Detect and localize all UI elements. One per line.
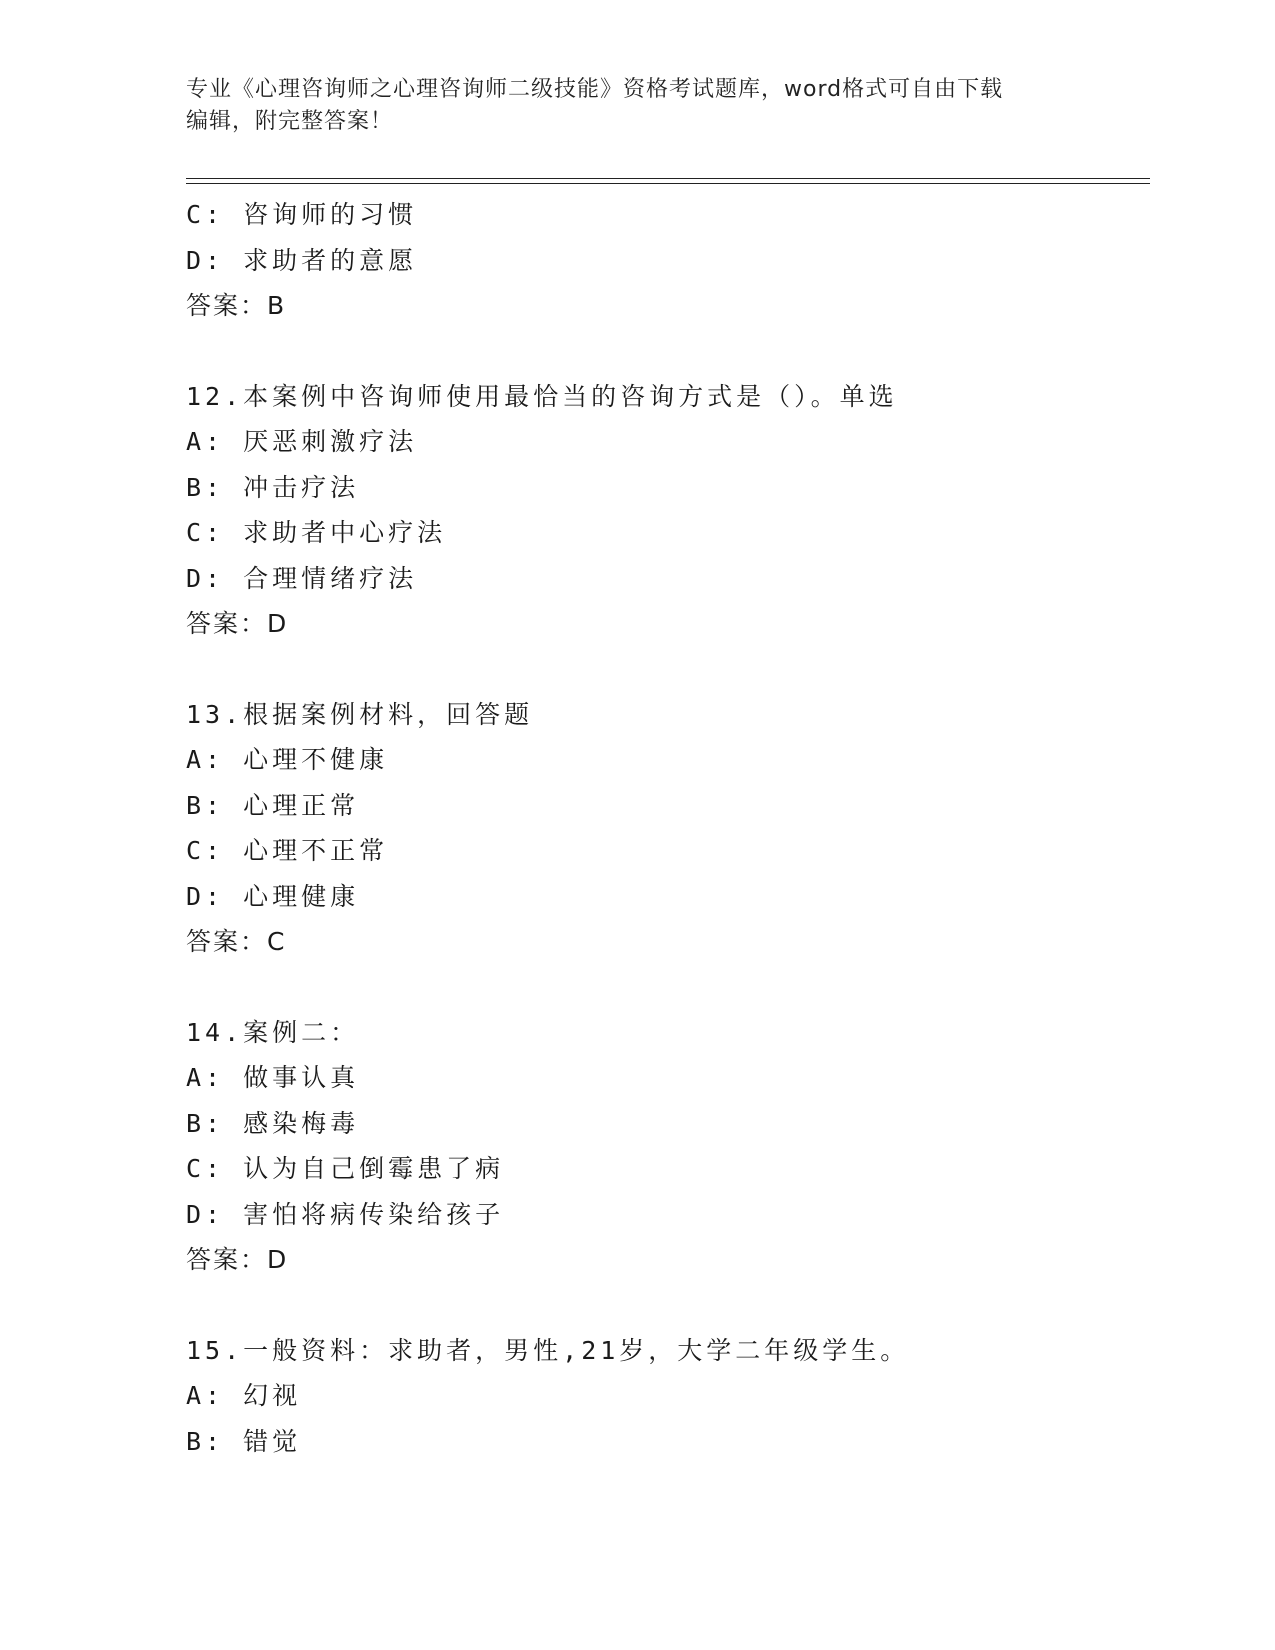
header-divider-top: [186, 178, 1150, 179]
header-line-2: 编辑，附完整答案！: [186, 109, 394, 134]
option-c: C: 认为自己倒霉患了病: [186, 1154, 505, 1183]
question-stem: 15.一般资料：求助者，男性,21岁，大学二年级学生。: [186, 1335, 910, 1365]
answer-line: 答案：B: [186, 291, 287, 320]
answer-line: 答案：D: [186, 609, 289, 638]
question-stem: 12.本案例中咨询师使用最恰当的咨询方式是（）。单选: [186, 381, 898, 411]
option-a: A: 做事认真: [186, 1063, 360, 1092]
option-c: C: 咨询师的习惯: [186, 200, 418, 229]
option-a: A: 幻视: [186, 1381, 302, 1410]
question-stem: 13.根据案例材料，回答题: [186, 699, 534, 729]
spacer: [186, 329, 1186, 374]
option-a: A: 厌恶刺激疗法: [186, 427, 418, 456]
question-list: [186, 192, 1186, 1464]
spacer: [186, 1283, 1186, 1328]
document-header: [186, 74, 1086, 138]
option-b: B: 感染梅毒: [186, 1108, 360, 1138]
option-d: D: 合理情绪疗法: [186, 563, 418, 593]
option-d: D: 求助者的意愿: [186, 245, 418, 275]
spacer: [186, 647, 1186, 692]
header-divider-bottom: [186, 183, 1150, 184]
question-stem: 14.案例二：: [186, 1017, 360, 1047]
header-line-1: 专业《心理咨询师之心理咨询师二级技能》资格考试题库，word格式可自由下载: [186, 77, 1004, 102]
option-b: B: 心理正常: [186, 790, 360, 820]
answer-line: 答案：C: [186, 927, 287, 956]
option-b: B: 冲击疗法: [186, 472, 360, 502]
answer-line: 答案：D: [186, 1245, 289, 1274]
option-c: C: 求助者中心疗法: [186, 518, 447, 547]
option-c: C: 心理不正常: [186, 836, 389, 865]
option-b: B: 错觉: [186, 1426, 302, 1456]
spacer: [186, 965, 1186, 1010]
option-d: D: 害怕将病传染给孩子: [186, 1199, 505, 1229]
option-d: D: 心理健康: [186, 881, 360, 911]
option-a: A: 心理不健康: [186, 745, 389, 774]
